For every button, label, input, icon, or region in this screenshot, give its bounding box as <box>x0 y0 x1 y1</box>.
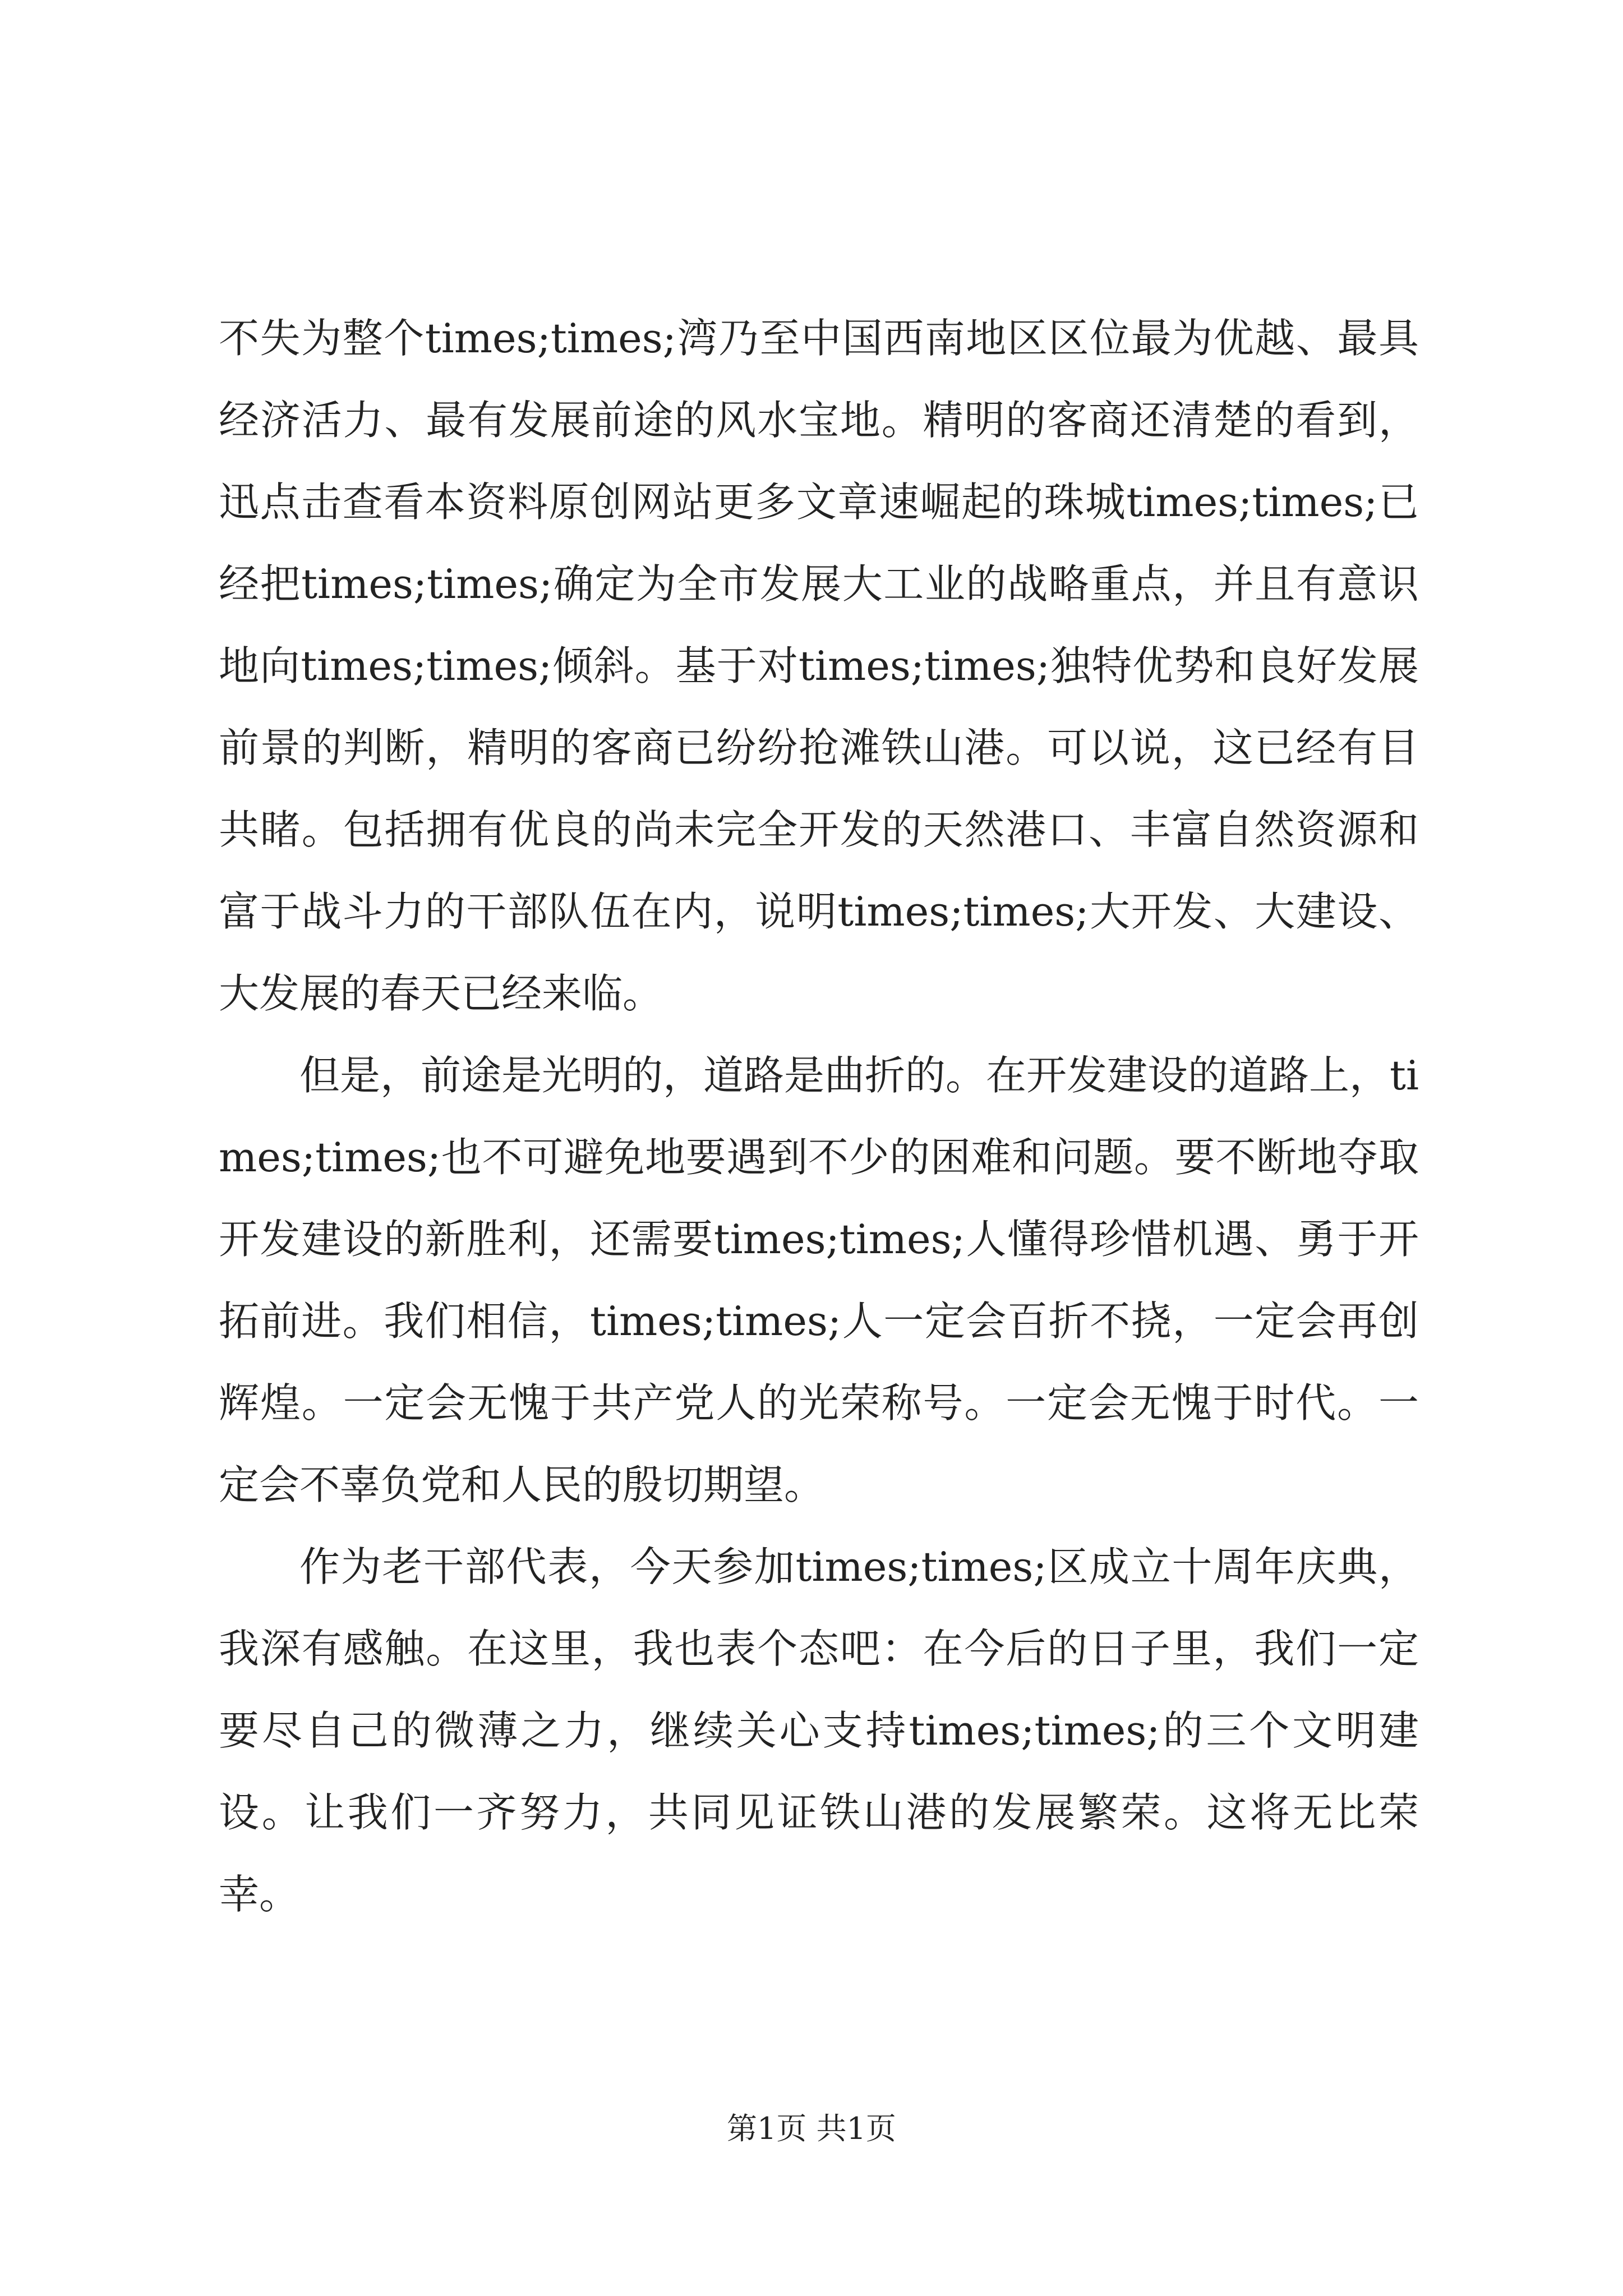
page-footer: 第1页 共1页 <box>727 2111 896 2146</box>
paragraph-3: 作为老干部代表，今天参加times;times;区成立十周年庆典，我深有感触。在这里，我也表个态吧：在今后的日子里，我们一定要尽自己的微薄之力，继续关心支持times;times;的三个文明建设。让我们一齐努力，共同见证铁山港的发展繁荣。这将无比荣幸。 <box>219 1543 1419 1918</box>
paragraph-1: 不失为整个times;times;湾乃至中国西南地区区位最为优越、最具经济活力、最有发展前途的风水宝地。精明的客商还清楚的看到，迅点击查看本资料原创网站更多文章速崛起的珠城times;times;已经把times;times;确定为全市发展大工业的战略重点，并且有意识地向times;times;倾斜。基于对times;times;独特优势和良好发展前景的判断，精明的客商已纷纷抢滩铁山港。可以说，这已经有目共睹。包括拥有优良的尚未完全开发的天然港口、丰富自然资源和富于战斗力的干部队伍在内，说明times;times;大开发、大建设、大发展的春天已经来临。 <box>219 315 1419 1017</box>
document-body <box>219 297 1419 1935</box>
paragraph-2: 但是，前途是光明的，道路是曲折的。在开发建设的道路上，times;times;也不可避免地要遇到不少的困难和问题。要不断地夺取开发建设的新胜利，还需要times;times;人懂得珍惜机遇、勇于开拓前进。我们相信，times;times;人一定会百折不挠，一定会再创辉煌。一定会无愧于共产党人的光荣称号。一定会无愧于时代。一定会不辜负党和人民的殷切期望。 <box>219 1052 1419 1508</box>
